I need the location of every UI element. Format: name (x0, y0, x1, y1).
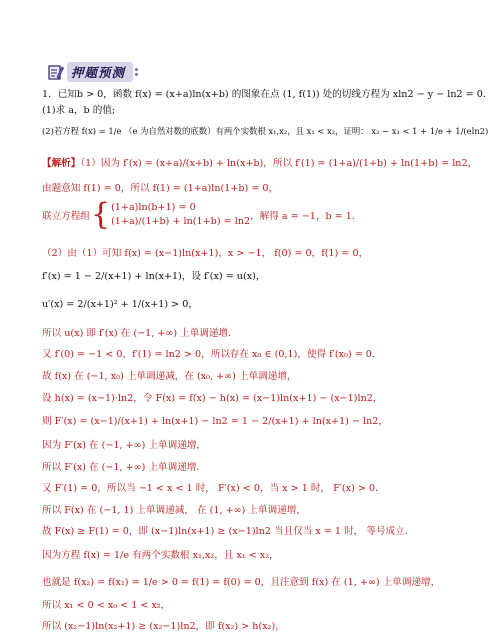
solution-step-13: 所以 F′(x) 在 (−1, +∞) 上单调递增． (42, 462, 207, 473)
system-suffix: ，解得 a = −1，b = 1． (250, 211, 362, 222)
decorative-dots (135, 67, 138, 77)
problem-intro: 1．已知b > 0，函数 f(x) = (x+a)ln(x+b) 的图象在点 (1, f(1)) 处的切线方程为 xln2 − y − ln2 = 0． (42, 89, 493, 100)
solution-step-8: 又 f′(0) = −1 < 0，f′(1) = ln2 > 0，所以存在 x₀ ∈ (0,1)，使得 f′(x₀) = 0． (42, 349, 382, 360)
problem-part-2: (2)若方程 f(x) = 1/e （e 为自然对数的底数）有两个实数根 x₁,x₂，且 x₁ < x₂，证明： x₂ − x₁ < 1 + 1/e + 1/(eln2) (42, 126, 489, 136)
problem-part-1: (1)求 a，b 的值; (42, 105, 116, 116)
solution-step-4: （2）由（1）可知 f(x) = (x−1)ln(x+1)，x > −1， f(0) = 0，f(1) = 0， (42, 248, 369, 259)
analysis-tag: 【解析】 (42, 158, 81, 169)
system-brace: { (90, 197, 111, 232)
solution-step-12: 因为 F′(x) 在 (−1, +∞) 上单调递增， (42, 440, 207, 451)
solution-step-11: 则 F′(x) = (x−1)/(x+1) + ln(x+1) − ln2 = 1 − 2/(x+1) + ln(x+1) − ln2， (42, 416, 388, 427)
solution-step-17: 因为方程 f(x) = 1/e 有两个实数根 x₁,x₂，且 x₁ < x₂， (42, 550, 279, 561)
solution-step-20: 所以 (x₂−1)ln(x₂+1) ≥ (x₂−1)ln2，即 f(x₂) > h(x₂)， (42, 621, 285, 632)
solution-step-1-text: （1）因为 f′(x) = (x+a)/(x+b) + ln(x+b)，所以 f′(1) = (1+a)/(1+b) + ln(1+b) = ln2， (80, 158, 478, 169)
section-title: 押题预测 (67, 62, 133, 82)
solution-step-2: 由题意知 f(1) = 0，所以 f(1) = (1+a)ln(1+b) = 0， (42, 183, 279, 194)
solution-step-15: 所以 F(x) 在 (−1, 1) 上单调递减， 在 (1, +∞) 上单调递增， (42, 505, 306, 516)
solution-step-1 (42, 157, 477, 171)
equation-system (42, 197, 362, 232)
section-header (48, 61, 138, 83)
solution-step-9: 故 f(x) 在 (−1, x₀) 上单调递减，在 (x₀, +∞) 上单调递增， (42, 371, 297, 382)
solution-step-14: 又 F′(1) = 0，所以当 −1 < x < 1 时， F′(x) < 0，当 x > 1 时， F′(x) > 0． (42, 483, 385, 494)
system-rows (111, 201, 250, 229)
system-prefix: 联立方程组 (42, 211, 90, 222)
solution-step-7: 所以 u(x) 即 f′(x) 在 (−1, +∞) 上单调递增． (42, 328, 238, 339)
solution-step-16: 故 F(x) ≥ F(1) = 0，即 (x−1)ln(x+1) ≥ (x−1)ln2 当且仅当 x = 1 时， 等号成立． (42, 526, 415, 537)
notebook-pencil-icon (48, 64, 64, 80)
solution-step-6: u′(x) = 2/(x+1)² + 1/(x+1) > 0， (42, 299, 198, 310)
solution-step-19: 所以 x₁ < 0 < x₀ < 1 < x₂， (42, 600, 171, 611)
solution-step-18: 也就是 f(x₂) = f(x₁) = 1/e > 0 = f(1) = f(0) = 0，且注意到 f(x) 在 (1, +∞) 上单调递增， (42, 577, 441, 588)
solution-step-10: 设 h(x) = (x−1)·ln2，令 F(x) = f(x) − h(x) = (x−1)ln(x+1) − (x−1)ln2， (42, 393, 383, 404)
system-row-2: (1+a)/(1+b) + ln(1+b) = ln2 (111, 216, 251, 227)
solution-step-5: f′(x) = 1 − 2/(x+1) + ln(x+1)，设 f′(x) = u(x)， (42, 271, 266, 282)
system-row-1: (1+a)ln(b+1) = 0 (111, 202, 196, 213)
